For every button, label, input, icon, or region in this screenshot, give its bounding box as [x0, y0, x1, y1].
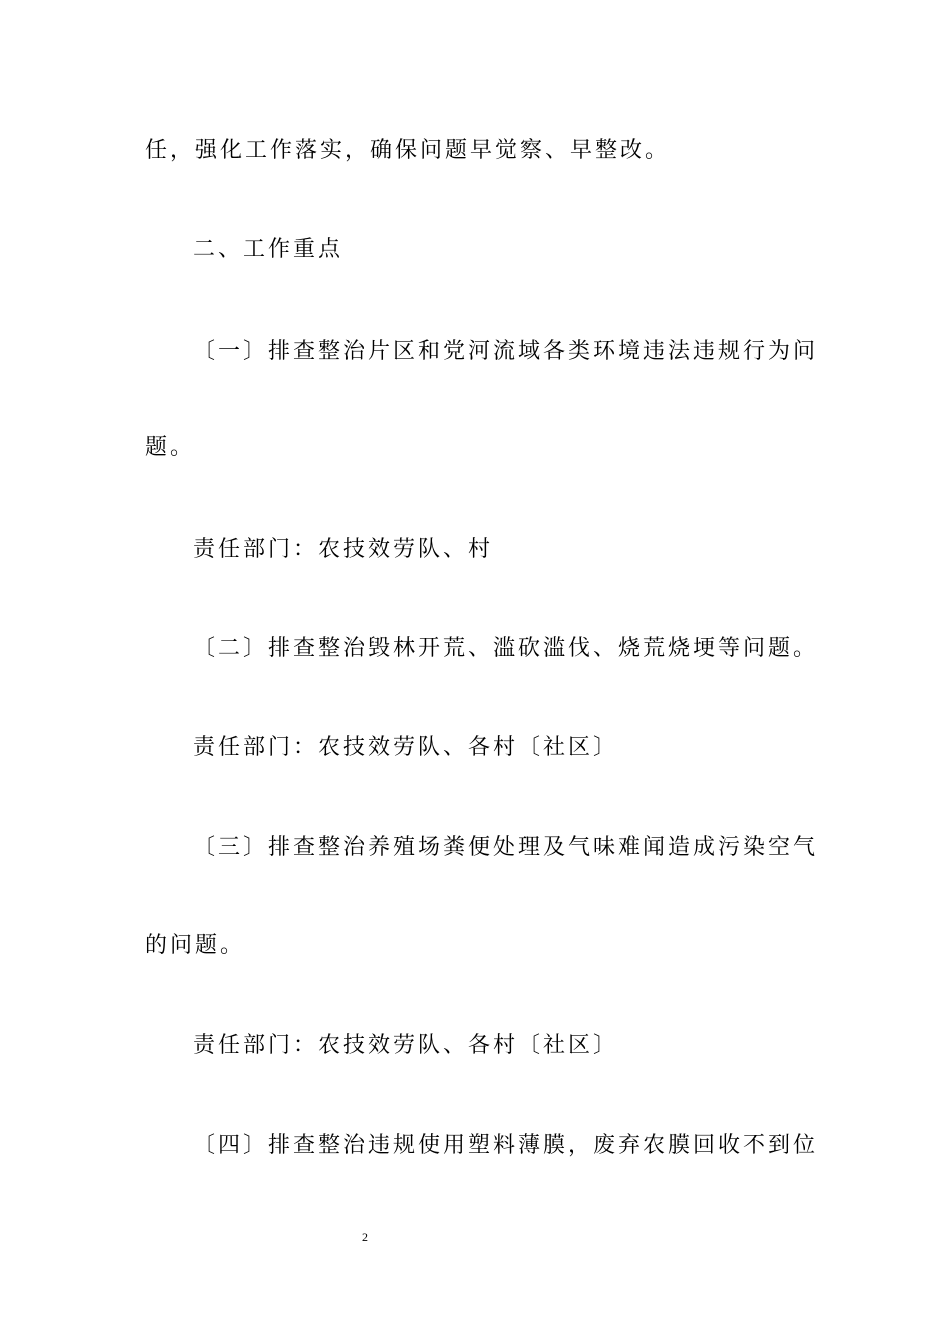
item-two-text: 〔二〕排查整治毁林开荒、滥砍滥伐、烧荒烧埂等问题。: [193, 636, 819, 661]
section-heading: 二、工作重点: [193, 237, 344, 262]
item-three-text-continued: 的问题。: [145, 933, 246, 958]
item-two-responsible-department: 责任部门：农技效劳队、各村〔社区〕: [193, 735, 619, 760]
item-three-responsible-department: 责任部门：农技效劳队、各村〔社区〕: [193, 1033, 619, 1058]
item-one-text: 〔一〕排查整治片区和党河流域各类环境违法违规行为问: [193, 339, 819, 364]
paragraph-continuation: 任，强化工作落实，确保问题早觉察、早整改。: [145, 138, 671, 163]
item-one-text-continued: 题。: [145, 435, 196, 460]
item-one-responsible-department: 责任部门：农技效劳队、村: [193, 537, 494, 562]
item-four-text: 〔四〕排查整治违规使用塑料薄膜，废弃农膜回收不到位: [193, 1133, 819, 1158]
page-number: 2: [362, 1230, 368, 1244]
item-three-text: 〔三〕排查整治养殖场粪便处理及气味难闻造成污染空气: [193, 835, 819, 860]
